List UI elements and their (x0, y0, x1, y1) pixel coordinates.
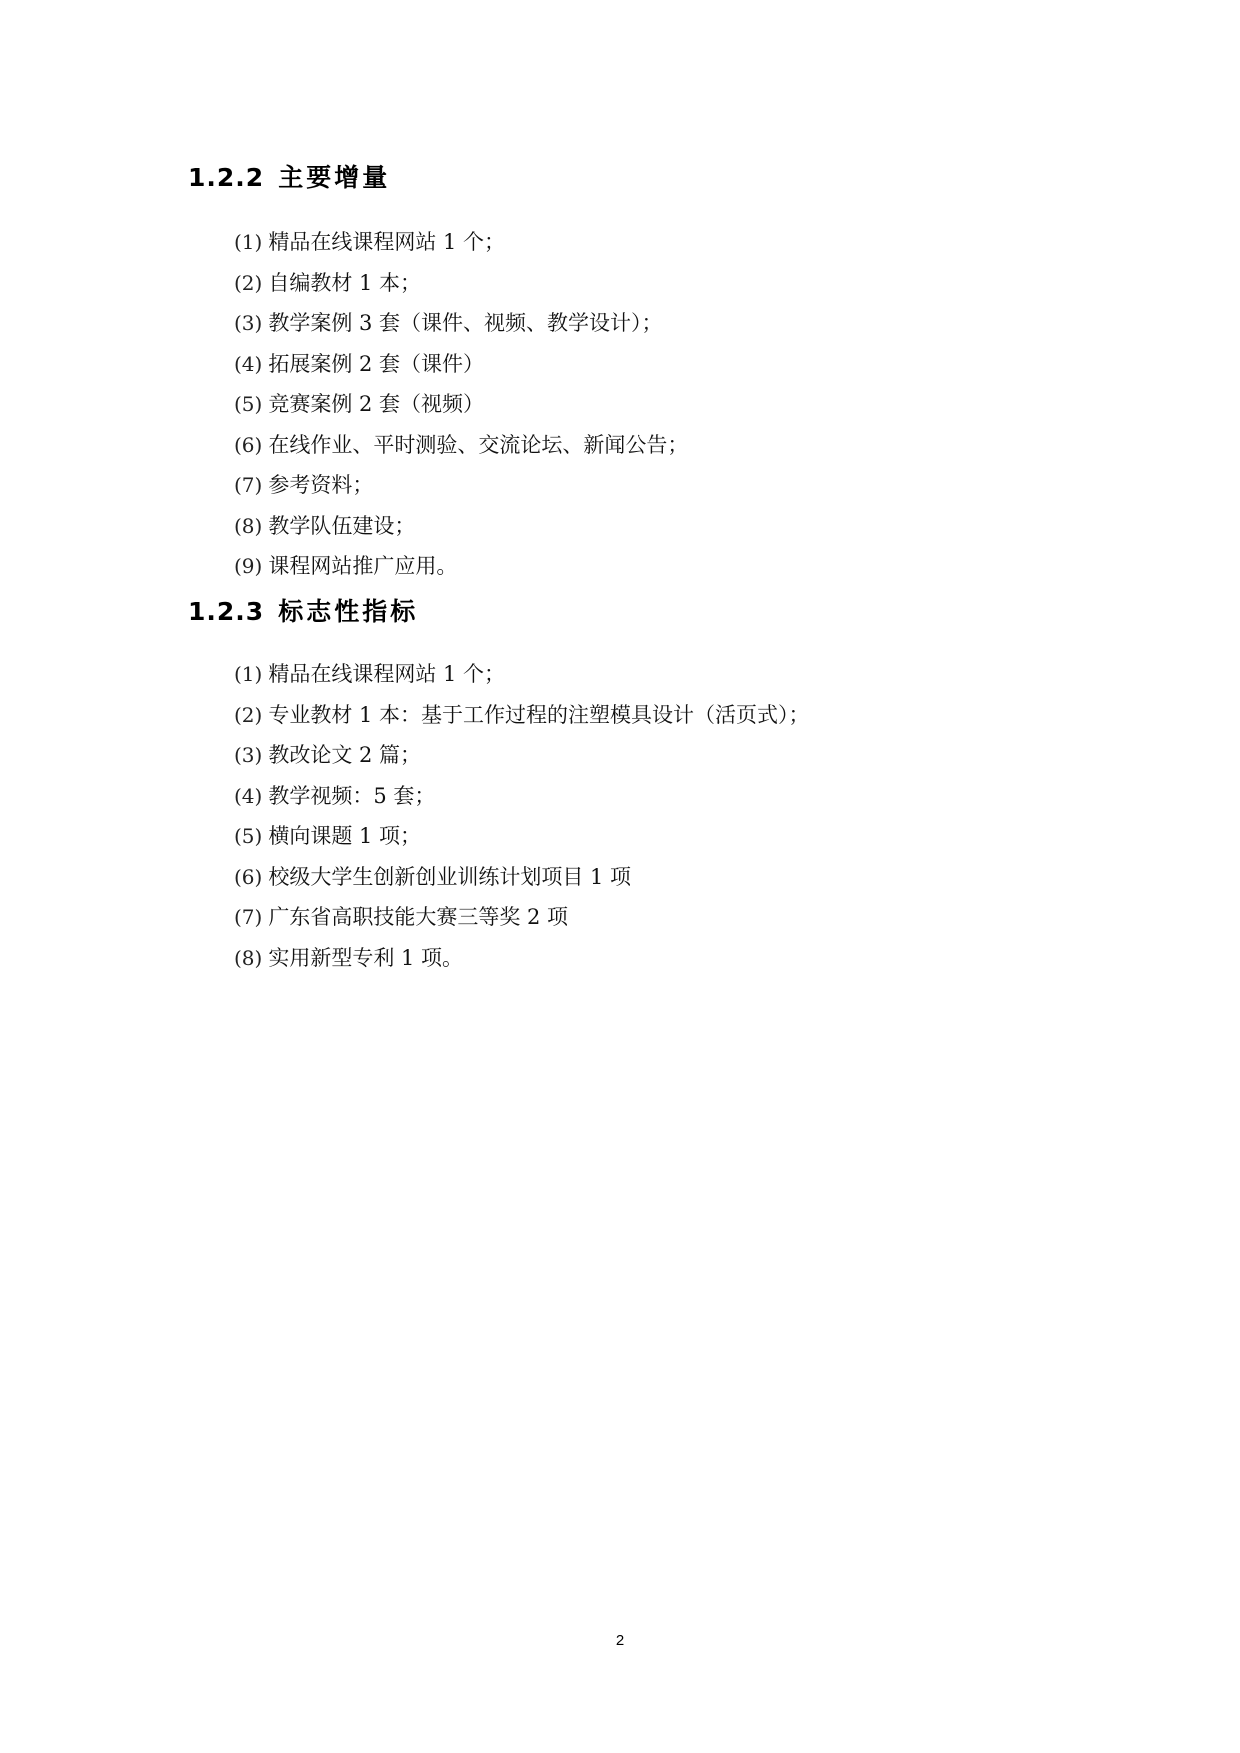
list-item-text: 横向课题 1 项； (268, 824, 422, 848)
list-item-index: (5) (234, 392, 263, 416)
list-item (234, 776, 1148, 817)
list-item (234, 344, 1148, 385)
list-item (234, 546, 1148, 587)
list-item (234, 303, 1148, 344)
list-item-text: 广东省高职技能大赛三等奖 2 项 (268, 905, 569, 929)
list-item (234, 695, 1148, 736)
list-item (234, 735, 1148, 776)
list-item (234, 465, 1148, 506)
list-item (234, 425, 1148, 466)
list-item (234, 263, 1148, 304)
section-title: 标志性指标 (278, 597, 419, 626)
list-item-text: 教改论文 2 篇； (268, 743, 422, 767)
list-item (234, 222, 1148, 263)
list-item (234, 857, 1148, 898)
list-item-index: (2) (234, 702, 263, 727)
list-item (234, 938, 1148, 979)
section-main-increments (188, 158, 1148, 587)
section-heading (188, 158, 1148, 208)
list-item-index: (4) (234, 783, 263, 808)
list-item-text: 课程网站推广应用。 (268, 554, 458, 578)
list-item-text: 精品在线课程网站 1 个； (268, 230, 506, 254)
page-number: 2 (615, 1632, 625, 1649)
list-item-text: 拓展案例 2 套（课件） (268, 351, 485, 376)
list-item-index: (9) (234, 554, 263, 578)
list-item-index: (3) (234, 743, 263, 767)
list-item-text: 在线作业、平时测验、交流论坛、新闻公告； (268, 432, 689, 457)
list-item-text: 教学视频：5 套； (268, 783, 436, 808)
list-item-index: (3) (234, 311, 263, 335)
list-item (234, 654, 1148, 695)
list-item-index: (1) (234, 662, 263, 686)
list-item-text: 参考资料； (268, 473, 374, 497)
section-title: 主要增量 (278, 163, 391, 192)
section-heading (188, 592, 1148, 642)
list-item-text: 教学案例 3 套（课件、视频、教学设计）； (268, 311, 663, 335)
section-number: 1.2.2 (188, 163, 265, 192)
list-item-index: (6) (234, 864, 263, 889)
section-key-indicators (188, 592, 1148, 978)
list-item-index: (8) (234, 513, 263, 538)
section-number: 1.2.3 (188, 597, 265, 626)
list-item (234, 506, 1148, 547)
list-item-index: (2) (234, 270, 263, 295)
list-item-text: 校级大学生创新创业训练计划项目 1 项 (268, 864, 632, 889)
list-item-text: 教学队伍建设； (268, 513, 416, 538)
list-item-text: 精品在线课程网站 1 个； (268, 662, 506, 686)
list-item-index: (5) (234, 824, 263, 848)
list-item-index: (4) (234, 351, 263, 376)
list-item-text: 自编教材 1 本； (268, 270, 422, 295)
list-item-text: 竞赛案例 2 套（视频） (268, 392, 485, 416)
indicators-list (234, 654, 1148, 978)
list-item-index: (7) (234, 473, 263, 497)
list-item-index: (6) (234, 432, 263, 457)
increments-list (234, 222, 1148, 587)
list-item-text: 专业教材 1 本：基于工作过程的注塑模具设计（活页式）； (268, 702, 810, 727)
list-item-index: (1) (234, 230, 263, 254)
list-item (234, 897, 1148, 938)
list-item (234, 384, 1148, 425)
list-item-text: 实用新型专利 1 项。 (268, 945, 464, 970)
list-item (234, 816, 1148, 857)
list-item-index: (7) (234, 905, 263, 929)
list-item-index: (8) (234, 945, 263, 970)
